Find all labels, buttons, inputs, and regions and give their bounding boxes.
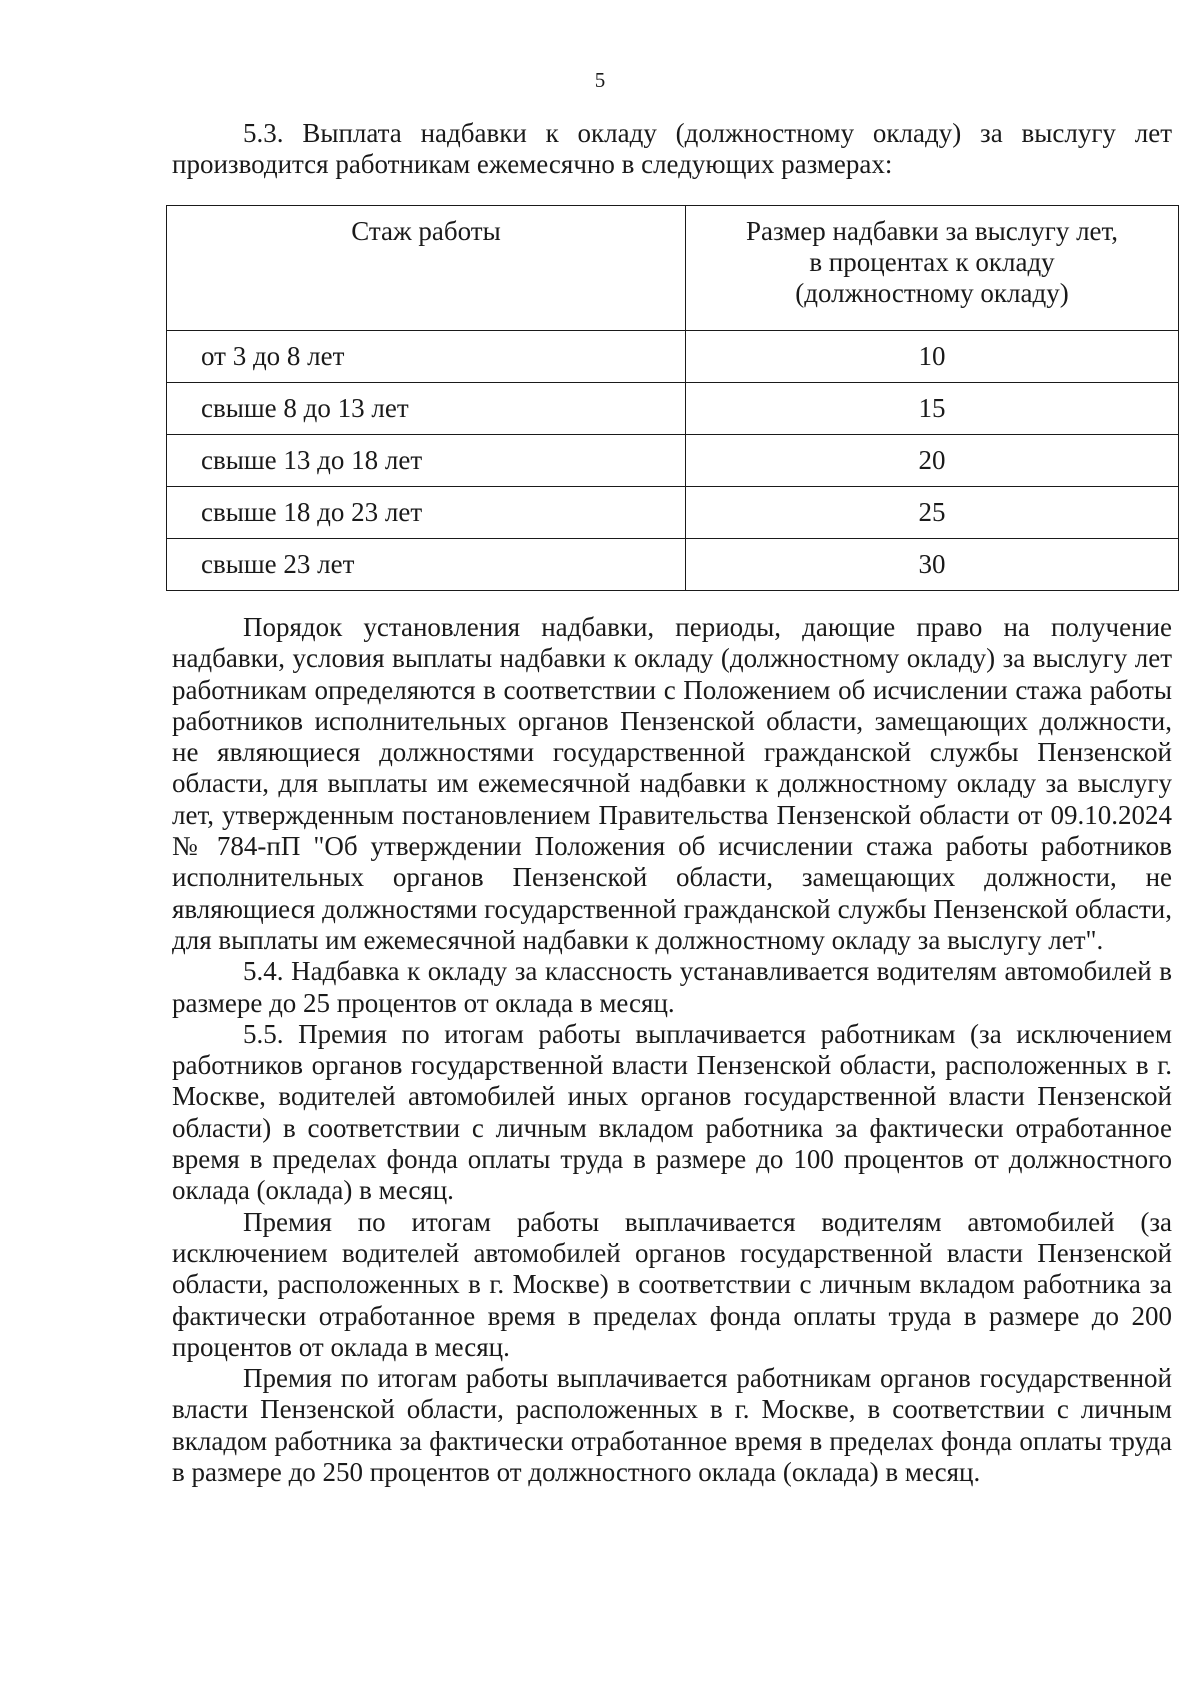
- header-bonus-line-3: (должностному окладу): [795, 278, 1069, 308]
- header-bonus-line-2: в процентах к окладу: [809, 247, 1055, 277]
- header-bonus-line-1: Размер надбавки за выслугу лет,: [745, 216, 1119, 246]
- row-percent: 15: [686, 383, 1179, 435]
- drivers-bonus-paragraph: Премия по итогам работы выплачивается водителям автомобилей (за исключением водителей автомобилей органов государственной власти Пензенской области, расположенных в г. Москве) в соответствии с личным вкладом работника за фактически отработанное время в пределах фонда оплаты труда в размере до 200 процентов от оклада в месяц.: [172, 1206, 1172, 1362]
- table-row: [167, 539, 1179, 591]
- row-period: свыше 23 лет: [167, 539, 686, 591]
- row-period: свыше 8 до 13 лет: [167, 383, 686, 435]
- paragraph-5-4: 5.4. Надбавка к окладу за классность устанавливается водителям автомобилей в размере до 25 процентов от оклада в месяц.: [172, 956, 1172, 1018]
- row-percent: 20: [686, 435, 1179, 487]
- row-percent: 30: [686, 539, 1179, 591]
- table-row: [167, 487, 1179, 539]
- body-text: [172, 612, 1172, 1488]
- moscow-bonus-paragraph: Премия по итогам работы выплачивается работникам органов государственной власти Пензенской области, расположенных в г. Москве, в соответствии с личным вкладом работника за фактически отработанное время в пределах фонда оплаты труда в размере до 250 процентов от должностного оклада (оклада) в месяц.: [172, 1363, 1172, 1488]
- table-header-row: [167, 206, 1179, 331]
- page-number: 5: [594, 68, 606, 92]
- procedure-paragraph: Порядок установления надбавки, периоды, дающие право на получение надбавки, условия выплаты надбавки к окладу (должностному окладу) за выслугу лет работникам определяются в соответствии с Положением об исчислении стажа работы работников исполнительных органов Пензенской области, замещающих должности, не являющиеся должностями государственной гражданской службы Пензенской области, для выплаты им ежемесячной надбавки к должностному окладу за выслугу лет, утвержденным постановлением Правительства Пензенской области от 09.10.2024 № 784-пП "Об утверждении Положения об исчислении стажа работы работников исполнительных органов Пензенской области, замещающих должности, не являющиеся должностями государственной гражданской службы Пензенской области, для выплаты им ежемесячной надбавки к должностному окладу за выслугу лет".: [172, 612, 1172, 955]
- table-row: [167, 331, 1179, 383]
- seniority-bonus-table: [166, 205, 1179, 591]
- table-row: [167, 383, 1179, 435]
- header-bonus-size: [686, 206, 1179, 331]
- row-percent: 25: [686, 487, 1179, 539]
- row-period: свыше 13 до 18 лет: [167, 435, 686, 487]
- row-period: от 3 до 8 лет: [167, 331, 686, 383]
- paragraph-5-5: 5.5. Премия по итогам работы выплачивается работникам (за исключением работников органов государственной власти Пензенской области, расположенных в г. Москве, водителей автомобилей иных органов государственной власти Пензенской области) в соответствии с личным вкладом работника за фактически отработанное время в пределах фонда оплаты труда в размере до 100 процентов от должностного оклада (оклада) в месяц.: [172, 1018, 1172, 1206]
- table-row: [167, 435, 1179, 487]
- row-percent: 10: [686, 331, 1179, 383]
- row-period: свыше 18 до 23 лет: [167, 487, 686, 539]
- intro-paragraph: 5.3. Выплата надбавки к окладу (должностному окладу) за выслугу лет производится работникам ежемесячно в следующих размерах:: [172, 118, 1172, 180]
- header-experience: Стаж работы: [167, 206, 686, 331]
- intro-block: [172, 118, 1172, 181]
